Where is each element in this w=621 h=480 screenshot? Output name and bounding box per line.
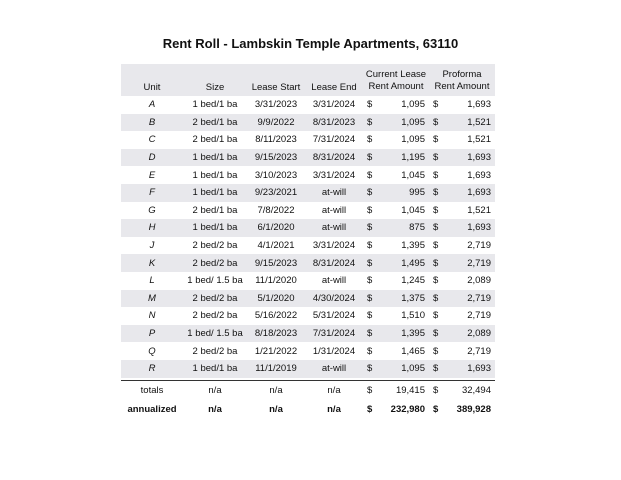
cell-proforma-rent: $ 2,719 bbox=[433, 257, 491, 269]
table-row bbox=[121, 166, 495, 184]
cell-size: 2 bed/2 ba bbox=[192, 310, 238, 322]
cell-unit: J bbox=[149, 240, 155, 252]
cell-proforma-rent: $ 1,693 bbox=[433, 363, 491, 375]
annualized-size: n/a bbox=[208, 403, 222, 415]
cell-proforma-rent: $ 1,693 bbox=[433, 222, 491, 234]
header-unit: Unit bbox=[143, 82, 161, 93]
annualized-row bbox=[121, 400, 495, 419]
table-row bbox=[121, 325, 495, 343]
cell-size: 1 bed/1 ba bbox=[192, 363, 238, 375]
cell-lease-start: 5/16/2022 bbox=[254, 310, 298, 322]
table-row bbox=[121, 149, 495, 167]
header-lease-start: Lease Start bbox=[251, 82, 301, 93]
annualized-end: n/a bbox=[327, 403, 341, 415]
cell-lease-end: 3/31/2024 bbox=[312, 99, 356, 111]
cell-current-rent: $ 1,510 bbox=[367, 310, 425, 322]
table-row bbox=[121, 254, 495, 272]
header-size: Size bbox=[205, 82, 225, 93]
cell-unit: A bbox=[148, 99, 156, 111]
cell-lease-end: 7/31/2024 bbox=[312, 328, 356, 340]
table-row bbox=[121, 360, 495, 378]
cell-proforma-rent: $ 1,521 bbox=[433, 204, 491, 216]
totals-proforma: $ 32,494 bbox=[433, 384, 491, 396]
cell-lease-end: 4/30/2024 bbox=[312, 292, 356, 304]
cell-current-rent: $ 1,395 bbox=[367, 240, 425, 252]
header-proforma-rent: Proforma Rent Amount bbox=[434, 69, 490, 92]
cell-unit: P bbox=[148, 328, 156, 340]
page-title: Rent Roll - Lambskin Temple Apartments, 63110 bbox=[162, 36, 459, 51]
cell-size: 2 bed/2 ba bbox=[192, 257, 238, 269]
cell-lease-start: 9/9/2022 bbox=[257, 116, 295, 128]
cell-current-rent: $ 1,095 bbox=[367, 99, 425, 111]
annualized-label: annualized bbox=[127, 403, 177, 415]
table-row bbox=[121, 96, 495, 114]
cell-size: 2 bed/2 ba bbox=[192, 345, 238, 357]
cell-lease-end: 8/31/2023 bbox=[312, 116, 356, 128]
cell-lease-end: at-will bbox=[321, 275, 347, 287]
cell-size: 2 bed/2 ba bbox=[192, 292, 238, 304]
cell-unit: B bbox=[148, 116, 156, 128]
cell-lease-start: 1/21/2022 bbox=[254, 345, 298, 357]
totals-row bbox=[121, 380, 495, 400]
cell-unit: M bbox=[148, 292, 156, 304]
cell-current-rent: $ 995 bbox=[367, 187, 425, 199]
cell-size: 2 bed/1 ba bbox=[192, 134, 238, 146]
cell-current-rent: $ 1,045 bbox=[367, 204, 425, 216]
cell-unit: E bbox=[148, 169, 156, 181]
table-row bbox=[121, 202, 495, 220]
cell-lease-end: at-will bbox=[321, 363, 347, 375]
table-row bbox=[121, 272, 495, 290]
cell-current-rent: $ 1,375 bbox=[367, 292, 425, 304]
cell-proforma-rent: $ 1,693 bbox=[433, 169, 491, 181]
table-row bbox=[121, 237, 495, 255]
cell-lease-start: 5/1/2020 bbox=[257, 292, 295, 304]
table-row bbox=[121, 114, 495, 132]
cell-lease-end: at-will bbox=[321, 204, 347, 216]
cell-lease-end: 8/31/2024 bbox=[312, 152, 356, 164]
totals-label: totals bbox=[140, 384, 164, 396]
cell-lease-start: 9/15/2023 bbox=[254, 152, 298, 164]
cell-proforma-rent: $ 2,089 bbox=[433, 328, 491, 340]
cell-proforma-rent: $ 1,521 bbox=[433, 134, 491, 146]
cell-lease-start: 8/11/2023 bbox=[255, 134, 297, 146]
cell-current-rent: $ 1,395 bbox=[367, 328, 425, 340]
cell-unit: N bbox=[148, 310, 156, 322]
cell-lease-start: 4/1/2021 bbox=[257, 240, 295, 252]
cell-proforma-rent: $ 2,719 bbox=[433, 310, 491, 322]
cell-current-rent: $ 1,045 bbox=[367, 169, 425, 181]
cell-lease-start: 11/1/2020 bbox=[255, 275, 297, 287]
cell-current-rent: $ 1,095 bbox=[367, 116, 425, 128]
cell-lease-start: 11/1/2019 bbox=[255, 363, 297, 375]
cell-unit: Q bbox=[148, 345, 156, 357]
table-row bbox=[121, 342, 495, 360]
cell-proforma-rent: $ 1,521 bbox=[433, 116, 491, 128]
cell-lease-end: at-will bbox=[321, 187, 347, 199]
cell-lease-start: 3/31/2023 bbox=[254, 99, 298, 111]
table-row bbox=[121, 184, 495, 202]
cell-size: 2 bed/1 ba bbox=[192, 116, 238, 128]
cell-size: 2 bed/2 ba bbox=[192, 240, 238, 252]
cell-size: 1 bed/1 ba bbox=[192, 222, 238, 234]
cell-proforma-rent: $ 2,719 bbox=[433, 345, 491, 357]
cell-lease-start: 7/8/2022 bbox=[257, 204, 295, 216]
cell-lease-end: 3/31/2024 bbox=[312, 169, 356, 181]
cell-proforma-rent: $ 1,693 bbox=[433, 187, 491, 199]
cell-current-rent: $ 1,095 bbox=[367, 134, 425, 146]
cell-current-rent: $ 875 bbox=[367, 222, 425, 234]
table-row bbox=[121, 219, 495, 237]
cell-lease-end: 3/31/2024 bbox=[312, 240, 356, 252]
cell-size: 1 bed/1 ba bbox=[192, 187, 238, 199]
cell-lease-end: 8/31/2024 bbox=[312, 257, 356, 269]
cell-proforma-rent: $ 2,089 bbox=[433, 275, 491, 287]
cell-size: 1 bed/1 ba bbox=[192, 152, 238, 164]
cell-proforma-rent: $ 1,693 bbox=[433, 99, 491, 111]
cell-unit: L bbox=[149, 275, 155, 287]
totals-size: n/a bbox=[208, 384, 222, 396]
table-row bbox=[121, 131, 495, 149]
annualized-start: n/a bbox=[269, 403, 283, 415]
cell-lease-start: 9/15/2023 bbox=[254, 257, 298, 269]
cell-size: 1 bed/ 1.5 ba bbox=[187, 275, 243, 287]
cell-unit: R bbox=[148, 363, 156, 375]
cell-size: 1 bed/ 1.5 ba bbox=[187, 328, 243, 340]
cell-proforma-rent: $ 1,693 bbox=[433, 152, 491, 164]
cell-current-rent: $ 1,245 bbox=[367, 275, 425, 287]
cell-lease-end: at-will bbox=[321, 222, 347, 234]
cell-lease-end: 1/31/2024 bbox=[312, 345, 356, 357]
table-row bbox=[121, 307, 495, 325]
cell-unit: G bbox=[148, 204, 156, 216]
totals-end: n/a bbox=[327, 384, 341, 396]
rent-roll-table bbox=[121, 64, 495, 419]
table-body bbox=[121, 96, 495, 378]
cell-size: 1 bed/1 ba bbox=[192, 169, 238, 181]
cell-current-rent: $ 1,195 bbox=[367, 152, 425, 164]
annualized-proforma: $ 389,928 bbox=[433, 403, 491, 415]
cell-proforma-rent: $ 2,719 bbox=[433, 240, 491, 252]
annualized-current: $ 232,980 bbox=[367, 403, 425, 415]
cell-unit: C bbox=[148, 134, 156, 146]
header-lease-end: Lease End bbox=[311, 82, 357, 93]
table-row bbox=[121, 290, 495, 308]
cell-proforma-rent: $ 2,719 bbox=[433, 292, 491, 304]
cell-unit: D bbox=[148, 152, 156, 164]
cell-lease-end: 7/31/2024 bbox=[312, 134, 356, 146]
cell-size: 1 bed/1 ba bbox=[192, 99, 238, 111]
cell-unit: F bbox=[149, 187, 155, 199]
totals-start: n/a bbox=[269, 384, 283, 396]
cell-lease-start: 9/23/2021 bbox=[254, 187, 298, 199]
cell-current-rent: $ 1,495 bbox=[367, 257, 425, 269]
cell-current-rent: $ 1,095 bbox=[367, 363, 425, 375]
cell-unit: H bbox=[148, 222, 156, 234]
cell-lease-end: 5/31/2024 bbox=[312, 310, 356, 322]
cell-lease-start: 8/18/2023 bbox=[254, 328, 298, 340]
cell-lease-start: 3/10/2023 bbox=[254, 169, 298, 181]
cell-current-rent: $ 1,465 bbox=[367, 345, 425, 357]
cell-lease-start: 6/1/2020 bbox=[257, 222, 295, 234]
totals-current: $ 19,415 bbox=[367, 384, 425, 396]
cell-size: 2 bed/1 ba bbox=[192, 204, 238, 216]
cell-unit: K bbox=[148, 257, 156, 269]
header-current-rent: Current Lease Rent Amount bbox=[365, 69, 427, 92]
table-header-row bbox=[121, 64, 495, 96]
